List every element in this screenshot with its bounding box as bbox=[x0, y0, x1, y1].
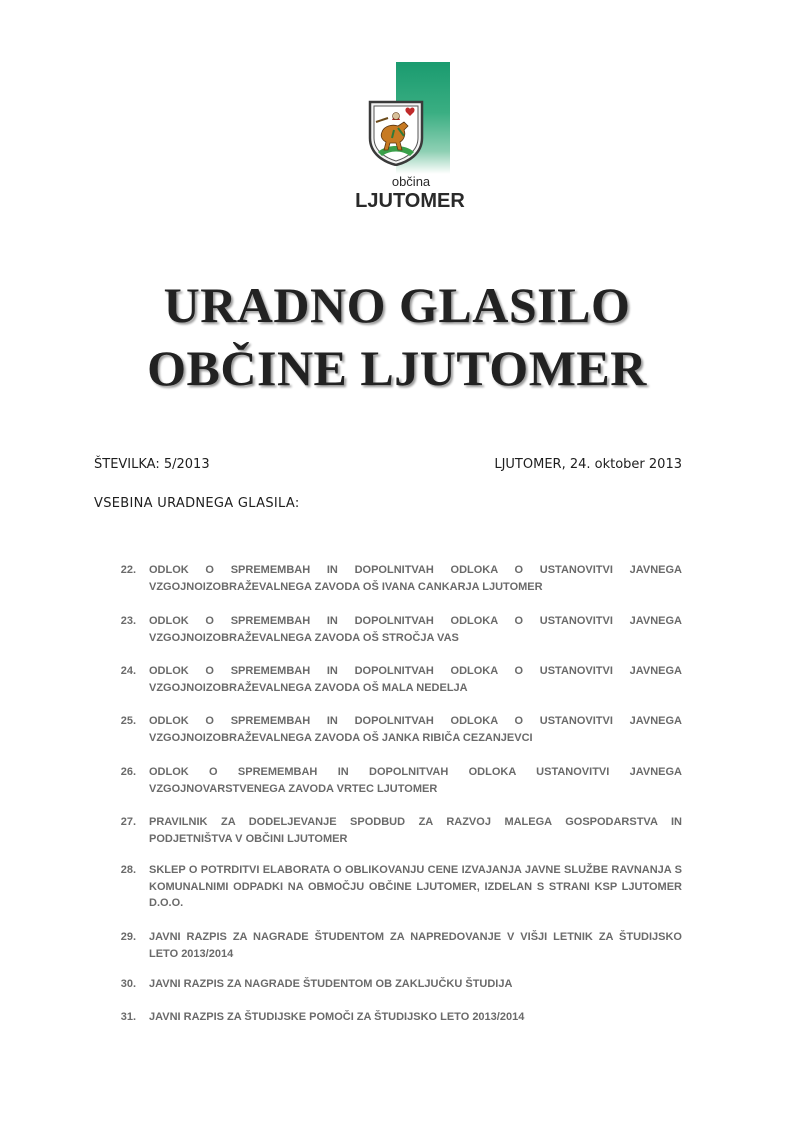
toc-item-text: JAVNI RAZPIS ZA NAGRADE ŠTUDENTOM ZA NAPREDOVANJE V VIŠJI LETNIK ZA ŠTUDIJSKO LETO 2013/2014 bbox=[149, 931, 682, 960]
toc-item-number: 27. bbox=[120, 816, 136, 828]
toc-item-text: ODLOK O SPREMEMBAH IN DOPOLNITVAH ODLOKA O USTANOVITVI JAVNEGA VZGOJNOIZOBRAŽEVALNEGA ZAVODA OŠ IVANA CANKARJA LJUTOMER bbox=[149, 564, 682, 593]
logo-line1: občina bbox=[391, 174, 431, 189]
toc-item-text: PRAVILNIK ZA DODELJEVANJE SPODBUD ZA RAZVOJ MALEGA GOSPODARSTVA IN PODJETNIŠTVA V OBČINI LJUTOMER bbox=[149, 816, 682, 845]
toc-item-text: ODLOK O SPREMEMBAH IN DOPOLNITVAH ODLOKA O USTANOVITVI JAVNEGA VZGOJNOIZOBRAŽEVALNEGA ZAVODA OŠ MALA NEDELJA bbox=[149, 665, 682, 694]
toc-item-number: 22. bbox=[120, 564, 136, 576]
toc-item-number: 28. bbox=[120, 864, 136, 876]
toc-item-text: SKLEP O POTRDITVI ELABORATA O OBLIKOVANJU CENE IZVAJANJA JAVNE SLUŽBE RAVNANJA S KOMUNALNIMI ODPADKI NA OBMOČJU OBČINE LJUTOMER, IZDELAN S STRANI KSP LJUTOMER D.O.O. bbox=[149, 864, 682, 909]
toc-item-text: JAVNI RAZPIS ZA ŠTUDIJSKE POMOČI ZA ŠTUDIJSKO LETO 2013/2014 bbox=[149, 1011, 525, 1023]
title-line1: URADNO GLASILO bbox=[163, 277, 631, 333]
toc-item-number: 31. bbox=[120, 1011, 136, 1023]
toc-item-number: 25. bbox=[120, 715, 136, 727]
logo-line2: LJUTOMER bbox=[355, 190, 465, 212]
toc-item-number: 23. bbox=[120, 615, 136, 627]
toc-item-number: 29. bbox=[120, 931, 136, 943]
toc-item-number: 24. bbox=[120, 665, 136, 677]
toc-item-text: ODLOK O SPREMEMBAH IN DOPOLNITVAH ODLOKA O USTANOVITVI JAVNEGA VZGOJNOIZOBRAŽEVALNEGA ZAVODA OŠ JANKA RIBIČA CEZANJEVCI bbox=[149, 715, 682, 744]
issue-number: ŠTEVILKA: 5/2013 bbox=[94, 457, 210, 472]
toc-item-number: 30. bbox=[120, 978, 136, 990]
issue-place-date: LJUTOMER, 24. oktober 2013 bbox=[494, 457, 682, 472]
contents-heading: VSEBINA URADNEGA GLASILA: bbox=[94, 496, 300, 511]
toc-item-number: 26. bbox=[120, 766, 136, 778]
municipality-logo bbox=[355, 62, 465, 217]
title-line2: OBČINE LJUTOMER bbox=[147, 340, 647, 396]
toc-item-text: ODLOK O SPREMEMBAH IN DOPOLNITVAH ODLOKA USTANOVITVI JAVNEGA VZGOJNOVARSTVENEGA ZAVODA VRTEC LJUTOMER bbox=[149, 766, 682, 795]
coat-of-arms-icon bbox=[368, 100, 424, 166]
toc-item-text: ODLOK O SPREMEMBAH IN DOPOLNITVAH ODLOKA O USTANOVITVI JAVNEGA VZGOJNOIZOBRAŽEVALNEGA ZAVODA OŠ STROČJA VAS bbox=[149, 615, 682, 644]
toc-item-text: JAVNI RAZPIS ZA NAGRADE ŠTUDENTOM OB ZAKLJUČKU ŠTUDIJA bbox=[149, 978, 513, 990]
